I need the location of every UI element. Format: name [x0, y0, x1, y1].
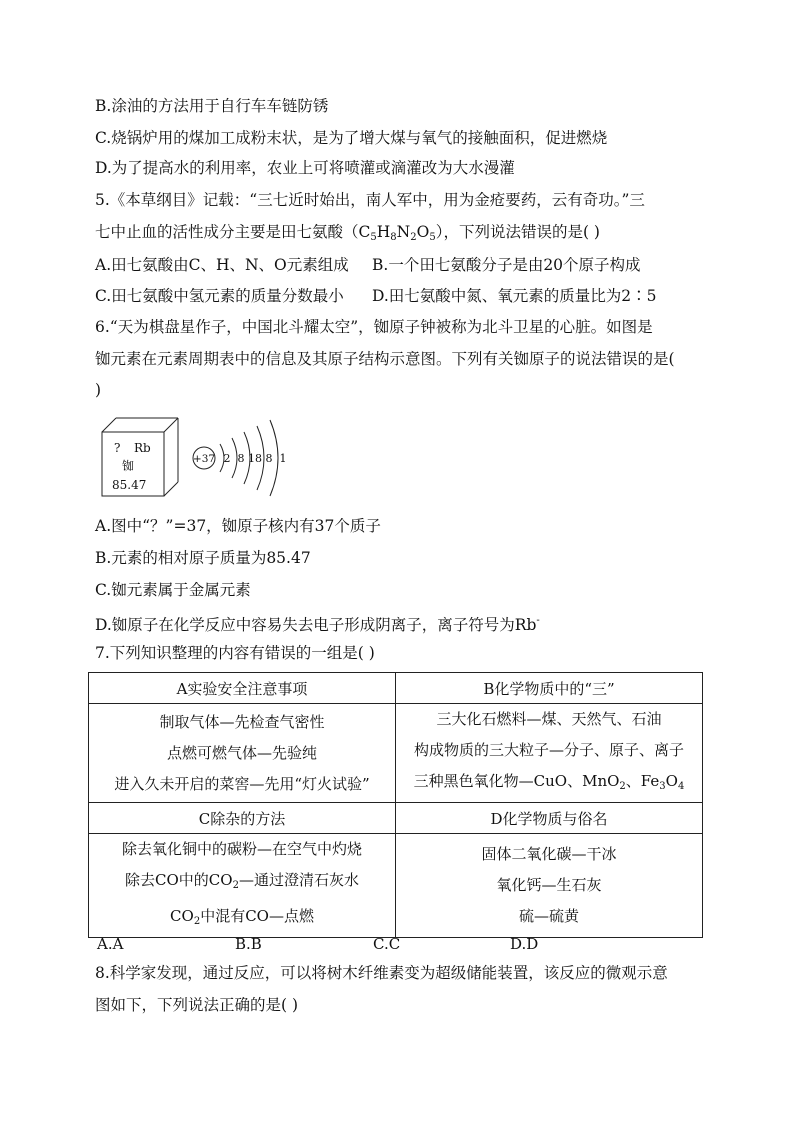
- d-row-3: 硫—硫黄: [518, 907, 579, 925]
- b-row-1: 三大化石燃料—煤、天然气、石油: [436, 710, 662, 728]
- d-row-2: 氧化钙—生石灰: [496, 876, 602, 894]
- q5-option-a: A.田七氨酸由C、H、N、O元素组成: [95, 256, 349, 274]
- table-cell-b: [396, 704, 703, 803]
- q6-option-a: A.图中“？”=37，铷原子核内有37个质子: [95, 517, 381, 535]
- rubidium-figure: [100, 410, 300, 505]
- q5-option-d: D.田七氨酸中氮、氧元素的质量比为2∶5: [372, 287, 657, 305]
- table-cell-d: [396, 834, 703, 938]
- a-row-2: 点燃可燃气体—先验纯: [166, 743, 317, 762]
- c-row-1: 除去氧化铜中的碳粉—在空气中灼烧: [121, 840, 362, 858]
- q5-stem-line2: 七中止血的活性成分主要是田七氨酸$(C_5H_8N_2O_5)$，下列说法错误的是( ): [95, 223, 600, 243]
- q7-stem: 7.下列知识整理的内容有错误的一组是( ): [95, 644, 375, 662]
- q7-knowledge-table: [88, 672, 703, 934]
- q4-option-b: B.涂油的方法用于自行车车链防锈: [95, 97, 329, 115]
- cell-mass: 85.47: [112, 478, 147, 492]
- q5-option-c: C.田七氨酸中氢元素的质量分数最小: [95, 287, 344, 305]
- shell-count-5: 1: [279, 452, 287, 465]
- q6-option-c: C.铷元素属于金属元素: [95, 581, 251, 599]
- q7-choice-a: A.A: [97, 935, 124, 953]
- q6-option-d: D.铷原子在化学反应中容易失去电子形成阴离子，离子符号为Rb-: [95, 615, 540, 634]
- shell-count-4: 8: [265, 452, 273, 465]
- q8-stem-line1: 8.科学家发现，通过反应，可以将树木纤维素变为超级储能装置，该反应的微观示意: [95, 964, 668, 982]
- q7-choice-c: C.C: [373, 935, 401, 953]
- q7-choice-d: D.D: [510, 935, 539, 953]
- table-cell-c: [89, 834, 396, 938]
- cell-symbol: Rb: [134, 441, 151, 455]
- d-row-1: 固体二氧化碳—干冰: [481, 845, 617, 863]
- q8-stem-line2: 图如下，下列说法正确的是( ): [95, 996, 299, 1014]
- b-row-2: 构成物质的三大粒子—分子、原子、离子: [413, 741, 684, 759]
- c-row-3: $CO_2$中混有CO—点燃: [170, 907, 314, 927]
- rubidium-diagram: [100, 410, 300, 505]
- q6-stem-line3: ): [95, 381, 102, 399]
- c-row-2: 除去CO中的$CO_2—$通过澄清石灰水: [125, 871, 359, 891]
- table-head-b: B化学物质中的“三”: [396, 673, 703, 704]
- cell-name: 铷: [122, 459, 135, 473]
- shell-count-2: 8: [237, 452, 245, 465]
- q5-stem-line1: 5.《本草纲目》记载：“三七近时始出，南人军中，用为金疮要药，云有奇功。”三: [95, 191, 645, 209]
- q4-option-d: D.为了提高水的利用率，农业上可将喷灌或滴灌改为大水漫灌: [95, 159, 515, 177]
- table-cell-a: [89, 704, 396, 803]
- q6-option-b: B.元素的相对原子质量为85.47: [95, 549, 311, 567]
- shell-count-1: 2: [223, 452, 231, 465]
- q4-option-c: C.烧锅炉用的煤加工成粉末状，是为了增大煤与氧气的接触面积，促进燃烧: [95, 129, 608, 147]
- q7-choice-b: B.B: [235, 935, 262, 953]
- q5-option-b: B.一个田七氨酸分子是由20个原子构成: [372, 256, 641, 274]
- table-head-d: D化学物质与俗名: [396, 803, 703, 834]
- b-row-3: 三种黑色氧化物—CuO、MnO$_2$、$Fe_3O_4$: [413, 772, 685, 792]
- a-row-3: 进入久未开启的菜窖—先用“灯火试验”: [114, 774, 370, 793]
- table-head-a: A实验安全注意事项: [89, 673, 396, 704]
- cell-atomic-number: ?: [114, 441, 121, 455]
- shell-arc-2: [232, 438, 237, 478]
- q6-stem-line1: 6.“天为棋盘星作子，中国北斗耀太空”，铷原子钟被称为北斗卫星的心脏。如图是: [95, 318, 653, 336]
- q6-stem-line2: 铷元素在元素周期表中的信息及其原子结构示意图。下列有关铷原子的说法错误的是(: [95, 350, 675, 368]
- table-head-c: C除杂的方法: [89, 803, 396, 834]
- nucleus-charge: +37: [192, 453, 216, 465]
- shell-count-3: 18: [248, 452, 262, 465]
- a-row-1: 制取气体—先检查气密性: [159, 712, 325, 731]
